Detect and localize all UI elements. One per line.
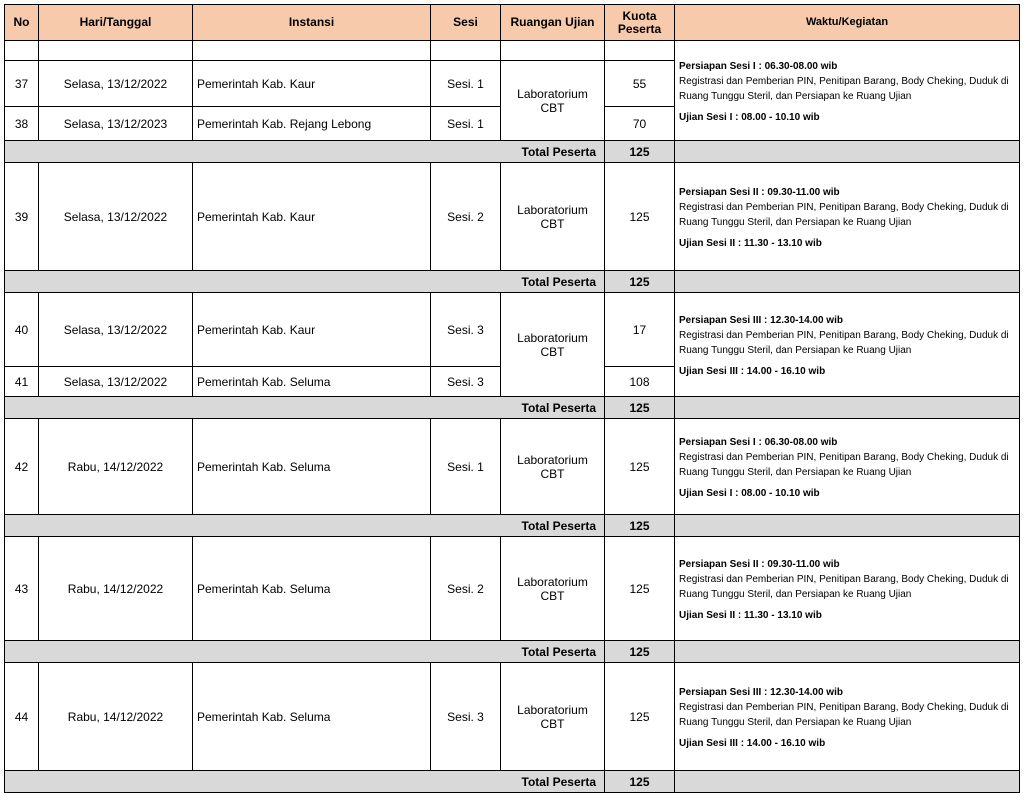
empty-cell: [39, 41, 193, 61]
total-value: 125: [605, 641, 675, 663]
total-label: Total Peserta: [5, 141, 605, 163]
total-row: [5, 397, 1020, 419]
total-value: 125: [605, 515, 675, 537]
total-value: 125: [605, 141, 675, 163]
row-room: Laboratorium CBT: [501, 61, 605, 141]
activity-cell: [675, 163, 1020, 271]
row-no: 41: [5, 367, 39, 397]
row-session: Sesi. 1: [431, 107, 501, 141]
row-agency: Pemerintah Kab. Kaur: [193, 61, 431, 107]
prep-time: Persiapan Sesi I : 06.30-08.00 wib: [679, 61, 838, 72]
total-label: Total Peserta: [5, 397, 605, 419]
total-row: [5, 771, 1020, 793]
activity-cell: [675, 419, 1020, 515]
row-room: Laboratorium CBT: [501, 663, 605, 771]
exam-time: Ujian Sesi III : 14.00 - 16.10 wib: [679, 738, 826, 749]
row-agency: Pemerintah Kab. Seluma: [193, 537, 431, 641]
total-row: [5, 271, 1020, 293]
row-room: Laboratorium CBT: [501, 293, 605, 397]
prep-time: Persiapan Sesi III : 12.30-14.00 wib: [679, 315, 843, 326]
activity-description: Registrasi dan Pemberian PIN, Penitipan Barang, Body Cheking, Duduk di Ruang Tunggu Steril, dan Persiapan ke Ruang Ujian: [679, 574, 1009, 600]
exam-time: Ujian Sesi I : 08.00 - 10.10 wib: [679, 488, 820, 499]
row-room: Laboratorium CBT: [501, 163, 605, 271]
table-row: [5, 293, 1020, 367]
row-session: Sesi. 3: [431, 293, 501, 367]
row-session: Sesi. 1: [431, 419, 501, 515]
activity-cell: [675, 537, 1020, 641]
total-activity-empty: [675, 271, 1020, 293]
row-no: 38: [5, 107, 39, 141]
row-quota: 55: [605, 61, 675, 107]
empty-cell: [5, 41, 39, 61]
total-activity-empty: [675, 397, 1020, 419]
row-session: Sesi. 2: [431, 163, 501, 271]
total-activity-empty: [675, 771, 1020, 793]
row-date: Rabu, 14/12/2022: [39, 663, 193, 771]
row-agency: Pemerintah Kab. Seluma: [193, 419, 431, 515]
header-room: Ruangan Ujian: [501, 5, 605, 41]
row-agency: Pemerintah Kab. Rejang Lebong: [193, 107, 431, 141]
exam-time: Ujian Sesi III : 14.00 - 16.10 wib: [679, 366, 826, 377]
schedule-table: [4, 4, 1020, 793]
prep-time: Persiapan Sesi II : 09.30-11.00 wib: [679, 187, 840, 198]
total-activity-empty: [675, 641, 1020, 663]
total-label: Total Peserta: [5, 641, 605, 663]
empty-cell: [605, 41, 675, 61]
row-date: Selasa, 13/12/2022: [39, 163, 193, 271]
row-date: Selasa, 13/12/2022: [39, 367, 193, 397]
row-date: Selasa, 13/12/2022: [39, 61, 193, 107]
activity-description: Registrasi dan Pemberian PIN, Penitipan Barang, Body Cheking, Duduk di Ruang Tunggu Steril, dan Persiapan ke Ruang Ujian: [679, 452, 1009, 478]
row-quota: 125: [605, 663, 675, 771]
total-row: [5, 515, 1020, 537]
header-date: Hari/Tanggal: [39, 5, 193, 41]
prep-time: Persiapan Sesi III : 12.30-14.00 wib: [679, 687, 843, 698]
row-no: 37: [5, 61, 39, 107]
row-session: Sesi. 2: [431, 537, 501, 641]
row-agency: Pemerintah Kab. Kaur: [193, 163, 431, 271]
table-row: [5, 537, 1020, 641]
exam-time: Ujian Sesi II : 11.30 - 13.10 wib: [679, 610, 822, 621]
row-agency: Pemerintah Kab. Seluma: [193, 663, 431, 771]
prep-time: Persiapan Sesi I : 06.30-08.00 wib: [679, 437, 838, 448]
total-label: Total Peserta: [5, 771, 605, 793]
activity-description: Registrasi dan Pemberian PIN, Penitipan Barang, Body Cheking, Duduk di Ruang Tunggu Steril, dan Persiapan ke Ruang Ujian: [679, 702, 1009, 728]
header-row: [5, 5, 1020, 41]
row-quota: 125: [605, 163, 675, 271]
empty-cell: [193, 41, 431, 61]
activity-cell: [675, 41, 1020, 141]
total-row: [5, 141, 1020, 163]
row-no: 40: [5, 293, 39, 367]
total-activity-empty: [675, 515, 1020, 537]
header-activity: Waktu/Kegiatan: [675, 5, 1020, 41]
row-agency: Pemerintah Kab. Seluma: [193, 367, 431, 397]
row-date: Selasa, 13/12/2023: [39, 107, 193, 141]
activity-description: Registrasi dan Pemberian PIN, Penitipan Barang, Body Cheking, Duduk di Ruang Tunggu Steril, dan Persiapan ke Ruang Ujian: [679, 330, 1009, 356]
row-date: Rabu, 14/12/2022: [39, 537, 193, 641]
row-agency: Pemerintah Kab. Kaur: [193, 293, 431, 367]
row-no: 42: [5, 419, 39, 515]
prep-time: Persiapan Sesi II : 09.30-11.00 wib: [679, 559, 840, 570]
total-value: 125: [605, 771, 675, 793]
row-quota: 17: [605, 293, 675, 367]
header-quota: Kuota Peserta: [605, 5, 675, 41]
row-no: 43: [5, 537, 39, 641]
row-no: 39: [5, 163, 39, 271]
row-session: Sesi. 3: [431, 367, 501, 397]
row-room: Laboratorium CBT: [501, 419, 605, 515]
row-no: 44: [5, 663, 39, 771]
exam-time: Ujian Sesi II : 11.30 - 13.10 wib: [679, 238, 822, 249]
table-row: [5, 419, 1020, 515]
activity-cell: [675, 663, 1020, 771]
row-quota: 125: [605, 537, 675, 641]
total-label: Total Peserta: [5, 271, 605, 293]
activity-description: Registrasi dan Pemberian PIN, Penitipan Barang, Body Cheking, Duduk di Ruang Tunggu Steril, dan Persiapan ke Ruang Ujian: [679, 202, 1009, 228]
header-no: No: [5, 5, 39, 41]
activity-description: Registrasi dan Pemberian PIN, Penitipan Barang, Body Cheking, Duduk di Ruang Tunggu Steril, dan Persiapan ke Ruang Ujian: [679, 76, 1009, 102]
row-quota: 108: [605, 367, 675, 397]
empty-cell: [501, 41, 605, 61]
table-row: [5, 163, 1020, 271]
header-agency: Instansi: [193, 5, 431, 41]
total-row: [5, 641, 1020, 663]
schedule-body: [5, 41, 1020, 793]
row-date: Rabu, 14/12/2022: [39, 419, 193, 515]
row-quota: 125: [605, 419, 675, 515]
row-room: Laboratorium CBT: [501, 537, 605, 641]
row-quota: 70: [605, 107, 675, 141]
total-value: 125: [605, 271, 675, 293]
activity-cell: [675, 293, 1020, 397]
header-session: Sesi: [431, 5, 501, 41]
total-value: 125: [605, 397, 675, 419]
table-row: [5, 41, 1020, 61]
row-session: Sesi. 3: [431, 663, 501, 771]
table-row: [5, 663, 1020, 771]
exam-time: Ujian Sesi I : 08.00 - 10.10 wib: [679, 112, 820, 123]
row-date: Selasa, 13/12/2022: [39, 293, 193, 367]
empty-cell: [431, 41, 501, 61]
total-activity-empty: [675, 141, 1020, 163]
total-label: Total Peserta: [5, 515, 605, 537]
row-session: Sesi. 1: [431, 61, 501, 107]
